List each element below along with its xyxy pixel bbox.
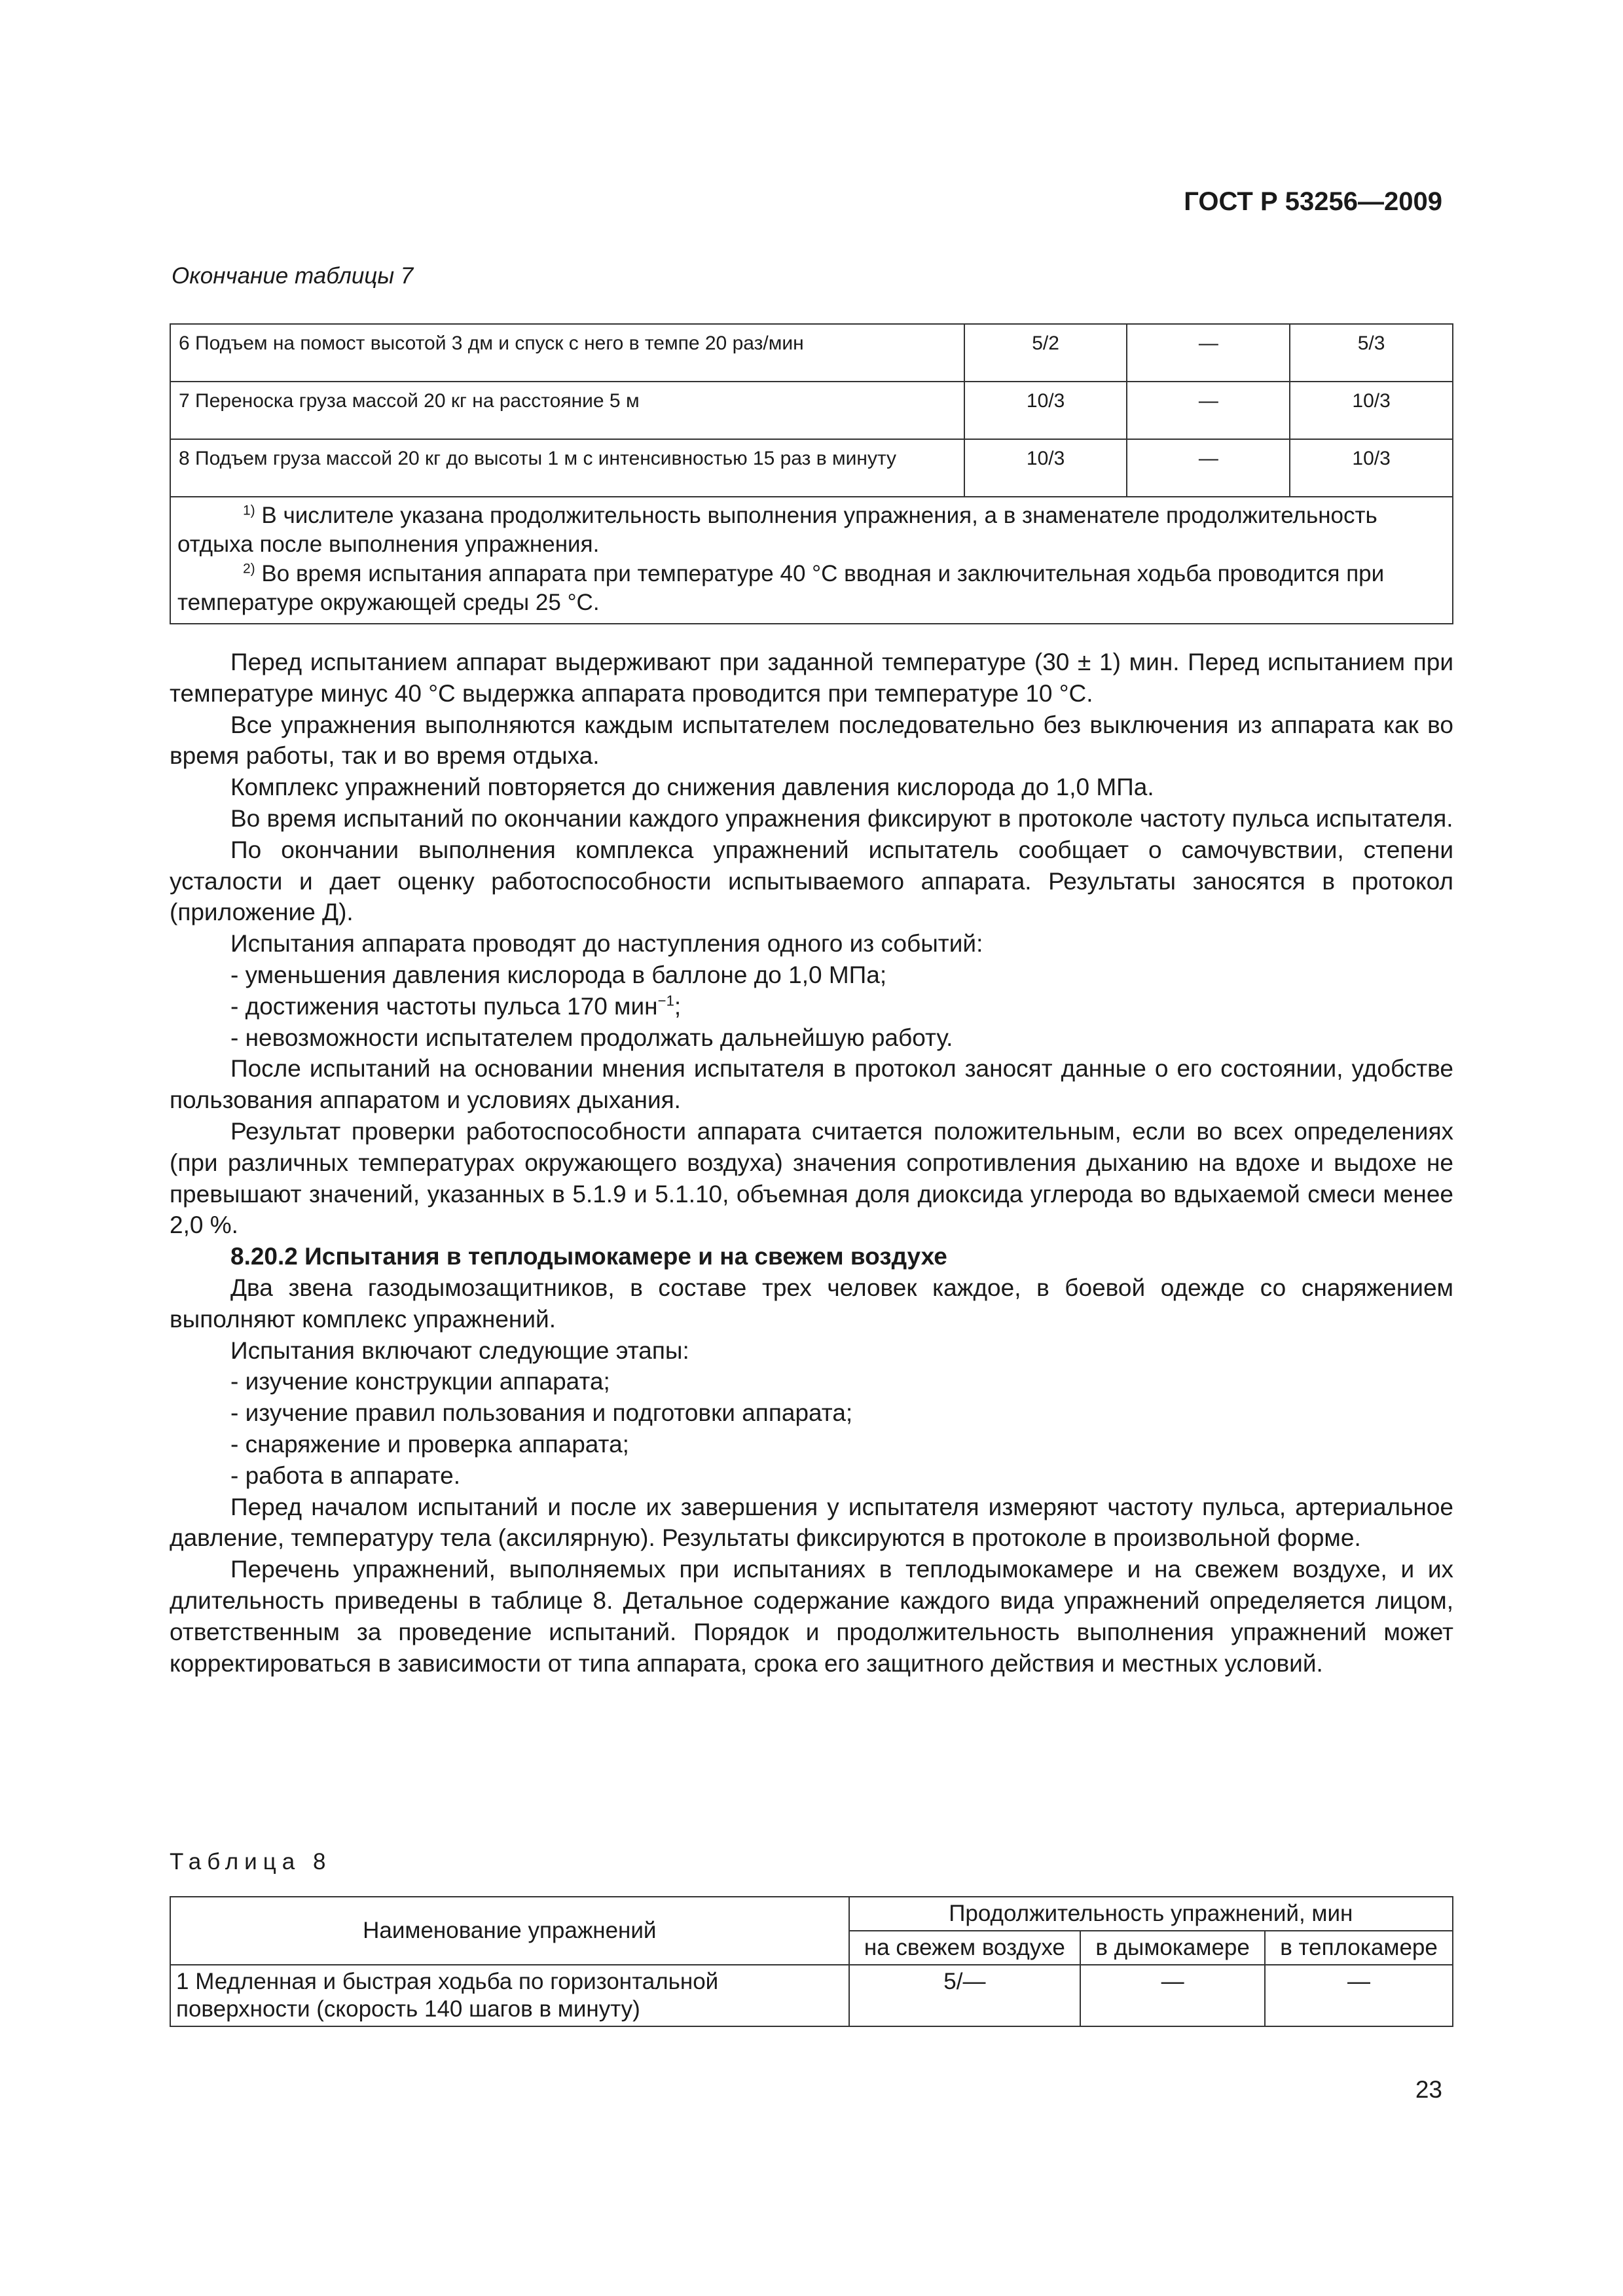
- duration-cell: 10/3: [1290, 439, 1453, 497]
- table-row: [170, 439, 1453, 497]
- body-text: [170, 647, 1453, 1679]
- duration-cell: —: [1080, 1965, 1265, 2026]
- table-8-label: Таблица 8: [170, 1849, 332, 1874]
- table-continuation-label: Окончание таблицы 7: [172, 263, 414, 289]
- duration-cell: 5/3: [1290, 324, 1453, 382]
- table-8: [170, 1896, 1453, 2027]
- column-header: на свежем воздухе: [849, 1931, 1081, 1965]
- paragraph: Два звена газодымозащитников, в составе трех человек каждое, в боевой одежде со снаряжением выполняют комплекс упражнений.: [170, 1274, 1453, 1333]
- table-7: [170, 323, 1453, 624]
- page-number: 23: [1415, 2076, 1442, 2103]
- column-header: Наименование упражнений: [170, 1897, 849, 1965]
- list-item: [170, 991, 1453, 1022]
- table-row: [170, 324, 1453, 382]
- exercise-name: 8 Подъем груза массой 20 кг до высоты 1 м с интенсивностью 15 раз в минуту: [170, 439, 964, 497]
- document-code: ГОСТ Р 53256—2009: [1184, 187, 1442, 216]
- duration-cell: —: [1127, 324, 1290, 382]
- paragraph: Во время испытаний по окончании каждого упражнения фиксируют в протоколе частоту пульса испытателя.: [230, 804, 1453, 832]
- note-1: [177, 501, 1446, 560]
- superscript: −1: [657, 992, 674, 1009]
- paragraph: Перед началом испытаний и после их завершения у испытателя измеряют частоту пульса, артериальное давление, температуру тела (аксилярную). Результаты фиксируются в протоколе в произвольной форме.: [170, 1493, 1453, 1552]
- column-header: в теплокамере: [1265, 1931, 1453, 1965]
- paragraph: Все упражнения выполняются каждым испытателем последовательно без выключения из аппарата как во время работы, так и во время отдыха.: [170, 711, 1453, 770]
- paragraph: Результат проверки работоспособности аппарата считается положительным, если во всех определениях (при различных температурах окружающего воздуха) значения сопротивления дыханию на вдохе и выдохе не превышают значений, указанных в 5.1.9 и 5.1.10, объемная доля диоксида углерода во вдыхаемой смеси менее 2,0 %.: [170, 1117, 1453, 1239]
- column-header: в дымокамере: [1080, 1931, 1265, 1965]
- list-item-text: - достижения частоты пульса 170 мин: [230, 992, 658, 1020]
- list-item: - работа в аппарате.: [230, 1462, 460, 1489]
- exercise-name: 7 Переноска груза массой 20 кг на расстояние 5 м: [170, 382, 964, 439]
- duration-cell: 10/3: [964, 382, 1127, 439]
- note-2: [177, 560, 1446, 618]
- exercise-name: 6 Подъем на помост высотой 3 дм и спуск с него в темпе 20 раз/мин: [170, 324, 964, 382]
- paragraph: Перечень упражнений, выполняемых при испытаниях в теплодымокамере и на свежем воздухе, и их длительность приведены в таблице 8. Детальное содержание каждого вида упражнений определяется лицом, ответственным за проведение испытаний. Порядок и продолжительность выполнения упражнений может корректироваться в зависимости от типа аппарата, срока его защитного действия и местных условий.: [170, 1556, 1453, 1677]
- list-item: - снаряжение и проверка аппарата;: [230, 1430, 629, 1458]
- list-item-text: ;: [674, 992, 682, 1020]
- note-marker: 2): [243, 561, 255, 577]
- note-marker: 1): [243, 503, 255, 518]
- list-item: - невозможности испытателем продолжать дальнейшую работу.: [230, 1024, 953, 1051]
- duration-cell: 5/—: [849, 1965, 1081, 2026]
- table-row: [170, 382, 1453, 439]
- duration-cell: —: [1127, 382, 1290, 439]
- duration-cell: 10/3: [1290, 382, 1453, 439]
- paragraph: После испытаний на основании мнения испытателя в протокол заносят данные о его состоянии, удобстве пользования аппаратом и условиях дыхания.: [170, 1055, 1453, 1114]
- section-heading: 8.20.2 Испытания в теплодымокамере и на свежем воздухе: [230, 1243, 947, 1270]
- paragraph: Перед испытанием аппарат выдерживают при заданной температуре (30 ± 1) мин. Перед испытанием при температуре минус 40 °С выдержка аппарата проводится при температуре 10 °С.: [170, 649, 1453, 707]
- list-item: - уменьшения давления кислорода в баллоне до 1,0 МПа;: [230, 961, 887, 988]
- paragraph: Испытания аппарата проводят до наступления одного из событий:: [230, 930, 983, 958]
- duration-cell: —: [1265, 1965, 1453, 2026]
- duration-cell: —: [1127, 439, 1290, 497]
- exercise-name: 1 Медленная и быстрая ходьба по горизонтальной поверхности (скорость 140 шагов в минуту): [170, 1965, 849, 2026]
- list-item: - изучение правил пользования и подготовки аппарата;: [230, 1399, 853, 1427]
- paragraph: Испытания включают следующие этапы:: [230, 1336, 689, 1364]
- duration-cell: 10/3: [964, 439, 1127, 497]
- duration-cell: 5/2: [964, 324, 1127, 382]
- note-text: Во время испытания аппарата при температуре 40 °С вводная и заключительная ходьба проводится при температуре окружающей среды 25 °С.: [177, 560, 1385, 616]
- paragraph: Комплекс упражнений повторяется до снижения давления кислорода до 1,0 МПа.: [230, 774, 1154, 801]
- table-notes: [170, 497, 1453, 624]
- note-text: В числителе указана продолжительность выполнения упражнения, а в знаменателе продолжительность отдыха после выполнения упражнения.: [177, 503, 1377, 558]
- paragraph: По окончании выполнения комплекса упражнений испытатель сообщает о самочувствии, степени усталости и дает оценку работоспособности испытываемого аппарата. Результаты заносятся в протокол (приложение Д).: [170, 836, 1453, 926]
- table-row: [170, 1965, 1453, 2026]
- list-item: - изучение конструкции аппарата;: [230, 1368, 610, 1395]
- column-group-header: Продолжительность упражнений, мин: [849, 1897, 1453, 1931]
